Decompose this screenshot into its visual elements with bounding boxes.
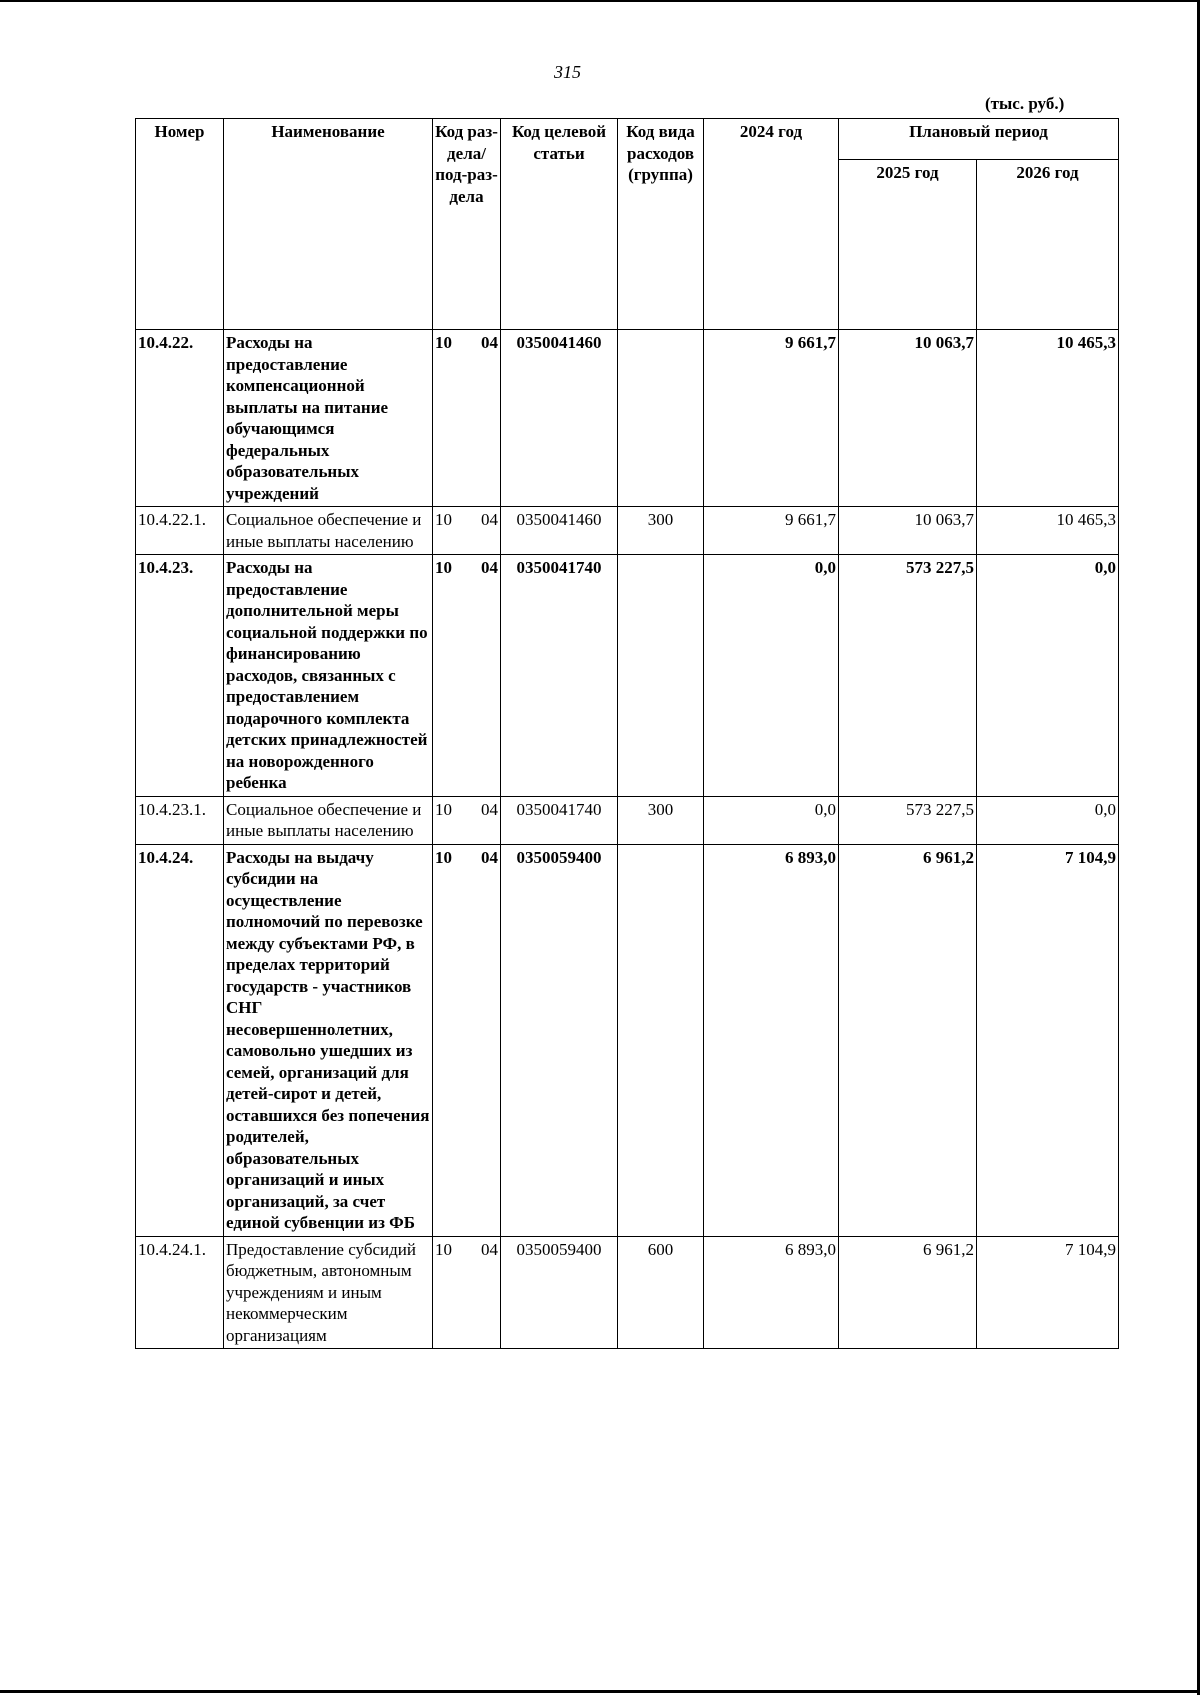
row-value-2024: 6 893,0 (704, 1236, 839, 1349)
row-value-2026: 0,0 (977, 555, 1119, 797)
header-expense-type: Код вида расходов (группа) (618, 119, 704, 330)
row-name: Расходы на предоставление дополнительной меры социальной поддержки по финансированию расходов, связанных с предоставлением подарочного комплекта детских принадлежностей на новорожденного ребенка (224, 555, 433, 797)
header-target: Код целевой статьи (501, 119, 618, 330)
row-expense-type: 300 (618, 796, 704, 844)
row-section-code (433, 555, 501, 797)
row-expense-type (618, 330, 704, 507)
row-value-2026: 0,0 (977, 796, 1119, 844)
row-target-code: 0350041740 (501, 796, 618, 844)
row-number: 10.4.22. (136, 330, 224, 507)
row-number: 10.4.23. (136, 555, 224, 797)
table-row (136, 796, 1119, 844)
row-number: 10.4.23.1. (136, 796, 224, 844)
row-value-2024: 9 661,7 (704, 330, 839, 507)
subsection-code: 04 (481, 799, 498, 819)
row-value-2026: 10 465,3 (977, 330, 1119, 507)
row-number: 10.4.24. (136, 844, 224, 1236)
header-section: Код раз-дела/ под-раз-дела (433, 119, 501, 330)
row-value-2025: 573 227,5 (839, 555, 977, 797)
row-target-code: 0350059400 (501, 844, 618, 1236)
row-target-code: 0350059400 (501, 1236, 618, 1349)
row-value-2025: 6 961,2 (839, 844, 977, 1236)
row-value-2025: 10 063,7 (839, 507, 977, 555)
subsection-code: 04 (481, 558, 498, 577)
row-target-code: 0350041460 (501, 507, 618, 555)
row-expense-type (618, 844, 704, 1236)
row-section-code (433, 330, 501, 507)
table-body (136, 330, 1119, 1349)
row-name: Социальное обеспечение и иные выплаты населению (224, 796, 433, 844)
subsection-code: 04 (481, 847, 498, 867)
section-code-pair (435, 799, 498, 821)
row-name: Социальное обеспечение и иные выплаты населению (224, 507, 433, 555)
header-number: Номер (136, 119, 224, 330)
table-row (136, 1236, 1119, 1349)
section-code: 10 (435, 847, 452, 867)
row-target-code: 0350041460 (501, 330, 618, 507)
row-value-2025: 6 961,2 (839, 1236, 977, 1349)
row-value-2025: 10 063,7 (839, 330, 977, 507)
section-code: 10 (435, 558, 452, 577)
budget-table (135, 118, 1119, 1349)
header-year-2026: 2026 год (977, 160, 1119, 330)
row-value-2024: 0,0 (704, 555, 839, 797)
subsection-code: 04 (481, 510, 498, 529)
table-row (136, 330, 1119, 507)
row-value-2026: 7 104,9 (977, 844, 1119, 1236)
header-year-2025: 2025 год (839, 160, 977, 330)
header-planned-period: Плановый период (839, 119, 1119, 160)
section-code: 10 (435, 333, 452, 352)
row-name: Расходы на выдачу субсидии на осуществление полномочий по перевозке между субъектами РФ, в пределах территорий государств - участников СНГ несовершеннолетних, самовольно ушедших из семей, организаций для детей-сирот и детей, оставшихся без попечения родителей, образовательных организаций и иных организаций, за счет единой субвенции из ФБ (224, 844, 433, 1236)
scan-bottom-edge (0, 1690, 1200, 1693)
section-code-pair (435, 509, 498, 531)
section-code-pair (435, 1239, 498, 1261)
row-section-code (433, 1236, 501, 1349)
table-row (136, 555, 1119, 797)
row-section-code (433, 507, 501, 555)
row-value-2026: 7 104,9 (977, 1236, 1119, 1349)
row-name: Расходы на предоставление компенсационной выплаты на питание обучающимся федеральных образовательных учреждений (224, 330, 433, 507)
section-code-pair (435, 557, 498, 579)
row-section-code (433, 844, 501, 1236)
row-value-2025: 573 227,5 (839, 796, 977, 844)
row-target-code: 0350041740 (501, 555, 618, 797)
row-value-2024: 0,0 (704, 796, 839, 844)
row-value-2026: 10 465,3 (977, 507, 1119, 555)
section-code: 10 (435, 510, 452, 529)
row-value-2024: 9 661,7 (704, 507, 839, 555)
row-expense-type: 600 (618, 1236, 704, 1349)
subsection-code: 04 (481, 1239, 498, 1259)
section-code: 10 (435, 799, 452, 819)
scan-top-edge (0, 0, 1200, 2)
section-code-pair (435, 332, 498, 354)
row-section-code (433, 796, 501, 844)
row-value-2024: 6 893,0 (704, 844, 839, 1236)
section-code: 10 (435, 1239, 452, 1259)
row-number: 10.4.24.1. (136, 1236, 224, 1349)
row-number: 10.4.22.1. (136, 507, 224, 555)
header-name: Наименование (224, 119, 433, 330)
table-row (136, 507, 1119, 555)
table-row (136, 844, 1119, 1236)
units-label: (тыс. руб.) (985, 94, 1065, 113)
section-code-pair (435, 847, 498, 869)
row-expense-type: 300 (618, 507, 704, 555)
row-expense-type (618, 555, 704, 797)
page-number: 315 (554, 62, 581, 82)
header-year-2024: 2024 год (704, 119, 839, 330)
subsection-code: 04 (481, 333, 498, 352)
row-name: Предоставление субсидий бюджетным, автономным учреждениям и иным некоммерческим организациям (224, 1236, 433, 1349)
